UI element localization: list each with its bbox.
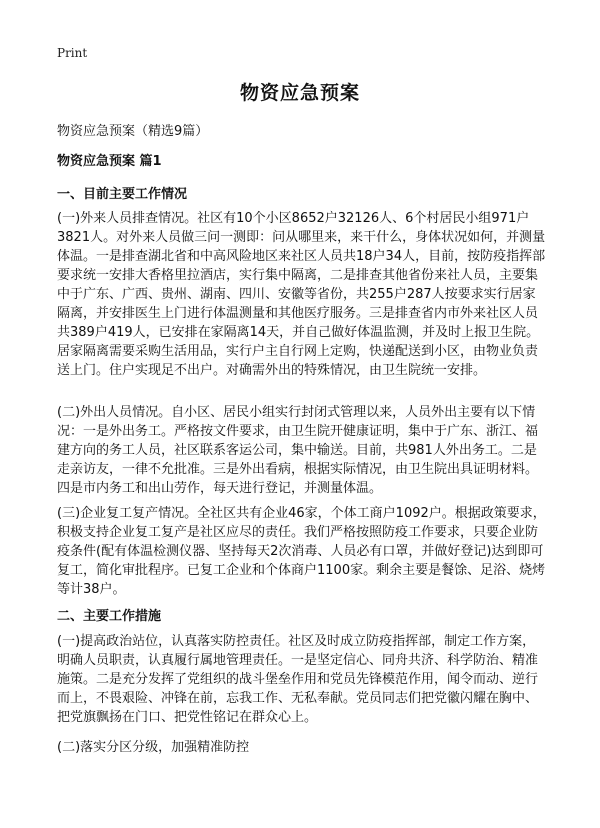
- page-title: 物资应急预案: [239, 82, 360, 104]
- paragraph-outgoing-personnel: (二)外出人员情况。自小区、居民小组实行封闭式管理以来，人员外出主要有以下情况：一是外出务工。严格按文件要求，由卫生院开健康证明，集中于广东、浙江、福建方向的务工人员，社区联系客运公司，集中输送。目前，共981人外出务工。二是走亲访友，一律不允批准。三是外出看病，根据实际情况，由卫生院出具证明材料。四是市内务工和出山劳作，每天进行登记，并测量体温。: [57, 405, 539, 496]
- document-subtitle: 物资应急预案（精选9篇）: [57, 124, 209, 139]
- paragraph-zoned-control: (二)落实分区分级，加强精准防控: [57, 740, 250, 755]
- paragraph-business-resumption: (三)企业复工复产情况。全社区共有企业46家，个体工商户1092户。根据政策要求，积极支持企业复工复产是社区应尽的责任。我们严格按照防疫工作要求，只要企业防疫条件(配有体温检测仪器、坚持每天2次消毒、人员必有口罩，并做好登记)达到即可复工，简化审批程序。已复工企业和个体商户1100家。剩余主要是餐馀、足浴、烧烤等计38户。: [57, 506, 546, 597]
- section-heading-2: 二、主要工作措施: [57, 609, 162, 624]
- section-heading-1: 一、目前主要工作情况: [57, 187, 188, 202]
- paragraph-political-stance: (一)提高政治站位，认真落实防控责任。社区及时成立防疫指挥部，制定工作方案，明确人员职责，认真履行属地管理责任。一是坚定信心、同舟共济、科学防治、精准施策。二是充分发挥了党组织的战斗堡垒作用和党员先锋模范作用，闻令而动、逆行而上，不畏艰险、冲锋在前，忘我工作、无私奉献。党员同志们把党徽闪耀在胸中、把党旗飘扬在门口、把党性铭记在群众心上。: [57, 634, 539, 725]
- print-link[interactable]: Print: [57, 46, 88, 60]
- chapter-heading: 物资应急预案 篇1: [57, 154, 162, 169]
- paragraph-foreign-personnel: (一)外来人员排查情况。社区有10个小区8652户32126人、6个村居民小组971户3821人。对外来人员做三问一测即：问从哪里来，来干什么，身体状况如何，并测量体温。一是排查湖北省和中高风险地区来社区人员共18户34人，目前，按防疫指挥部要求统一安排大香格里拉酒店，实行集中隔离，二是排查其他省份来社人员，主要集中于广东、广西、贵州、湖南、四川、安徽等省份，共255户287人按要求实行居家隔离，并安排医生上门进行体温测量和其他医疗服务。三是排查省内市外来社区人员共389户419人，已安排在家隔离14天，并自己做好体温监测，并及时上报卫生院。居家隔离需要采购生活用品，实行户主自行网上定购，快递配送到小区，由物业负责送上门。住户实现足不出户。对确需外出的特殊情况，由卫生院统一安排。: [57, 211, 546, 378]
